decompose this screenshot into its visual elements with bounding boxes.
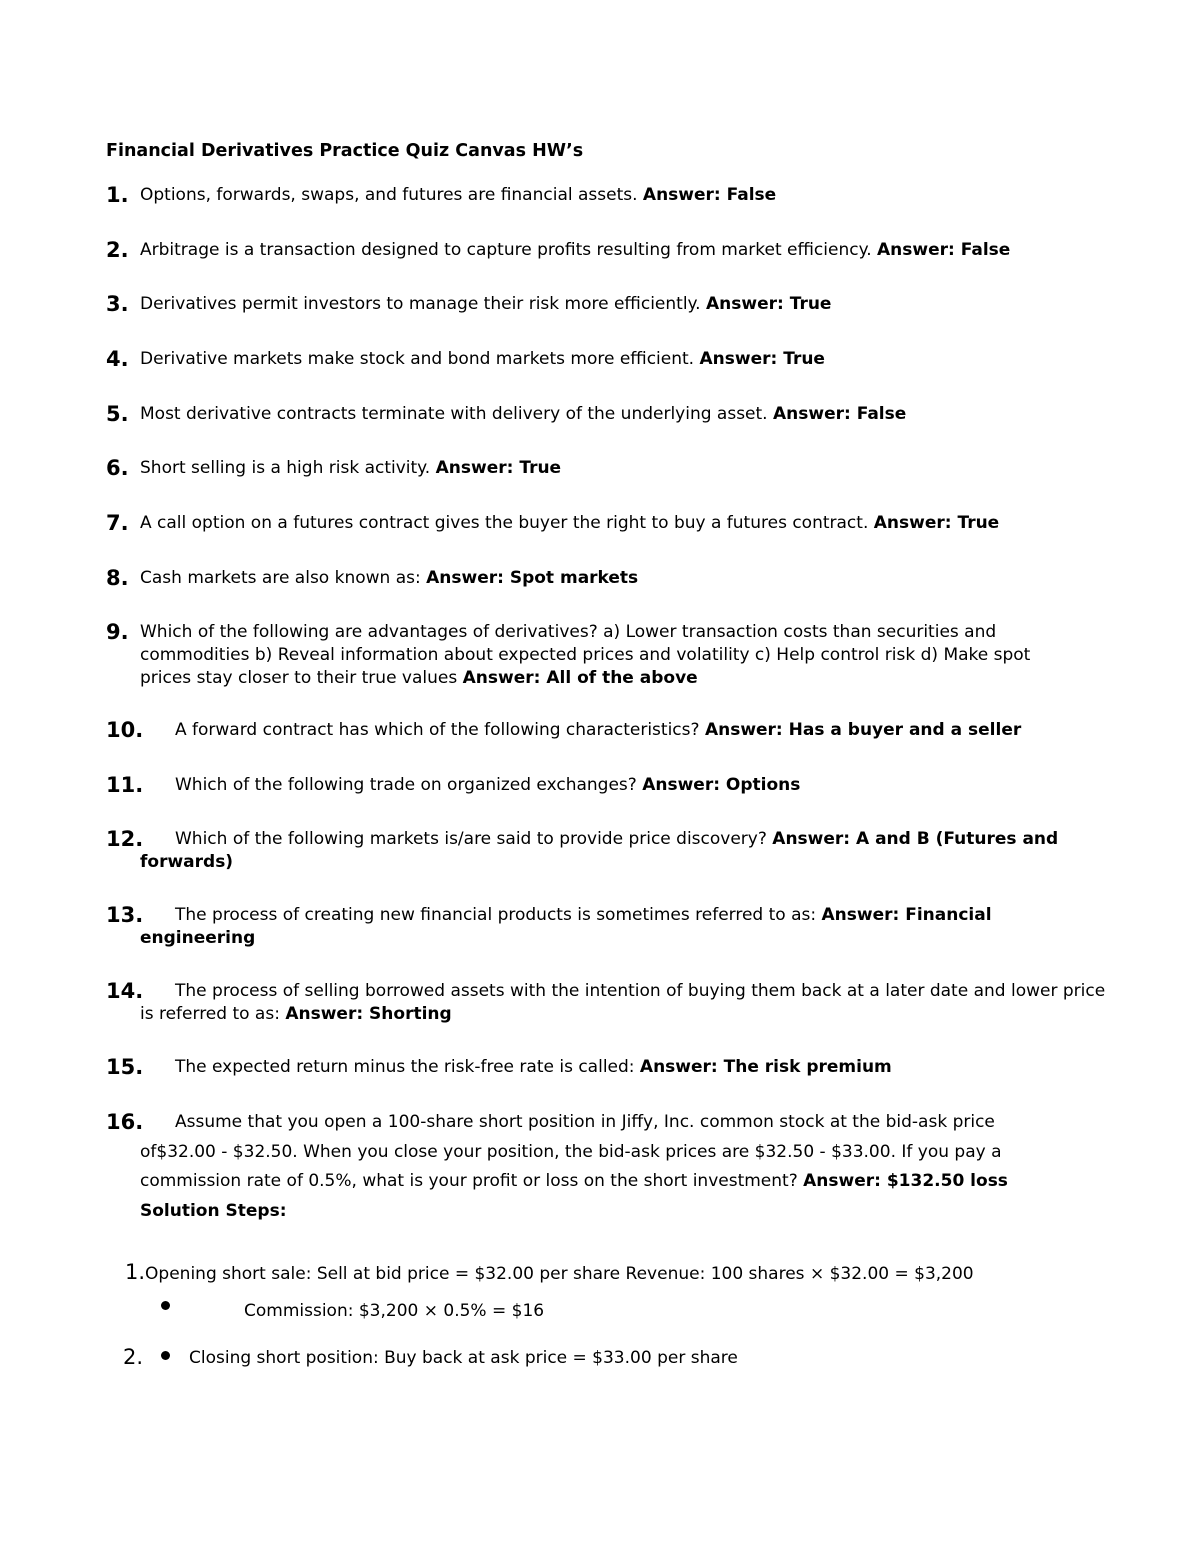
question-5	[106, 403, 1106, 426]
question-text: The process of creating new financial products is sometimes referred to as:	[175, 905, 822, 925]
question-answer: Answer: Shorting	[285, 1004, 452, 1024]
solution-steps-label: Solution Steps:	[140, 1200, 287, 1221]
bullet-icon	[161, 1351, 170, 1360]
question-1	[106, 184, 1106, 207]
question-number: 10.	[106, 718, 144, 742]
question-number: 9.	[106, 620, 129, 644]
question-answer: Answer: All of the above	[462, 668, 698, 688]
question-12	[106, 828, 1106, 874]
question-answer: Answer: Spot markets	[426, 568, 639, 588]
question-7	[106, 512, 1106, 535]
question-text: Derivative markets make stock and bond markets more efficient.	[140, 349, 700, 369]
question-number: 3.	[106, 292, 129, 316]
question-number: 6.	[106, 456, 129, 480]
solution-step-1-bullet: Commission: $3,200 × 0.5% = $16	[244, 1301, 545, 1321]
question-9	[106, 621, 1041, 690]
question-6	[106, 457, 1106, 480]
question-number: 16.	[106, 1110, 144, 1134]
question-answer: Answer: A and B (Futures and forwards)	[140, 829, 1059, 872]
question-text: Arbitrage is a transaction designed to capture profits resulting from market efficiency.	[140, 240, 878, 260]
solution-step-2-text: Closing short position: Buy back at ask price = $33.00 per share	[189, 1348, 738, 1368]
question-answer: Answer: False	[642, 185, 777, 205]
question-text: Short selling is a high risk activity.	[140, 458, 436, 478]
question-number: 7.	[106, 511, 129, 535]
question-number: 4.	[106, 347, 129, 371]
solution-step-2-number: 2.	[123, 1345, 144, 1369]
question-text: Most derivative contracts terminate with delivery of the underlying asset.	[140, 404, 773, 424]
question-number: 8.	[106, 566, 129, 590]
question-answer: Answer: True	[873, 513, 1000, 533]
question-text: The expected return minus the risk-free rate is called:	[175, 1057, 640, 1077]
step-text: Opening short sale: Sell at bid price = $32.00 per share Revenue: 100 shares × $32.00 = $3,200	[145, 1264, 974, 1284]
question-2	[106, 239, 1106, 262]
question-answer: Answer: $132.50 loss	[803, 1171, 1008, 1191]
question-answer: Answer: The risk premium	[639, 1057, 892, 1077]
question-answer: Answer: Has a buyer and a seller	[704, 720, 1022, 740]
step-number: 1.	[125, 1260, 146, 1284]
question-text: Assume that you open a 100-share short position in Jiffy, Inc. common stock at the bid-ask price of$32.00 - $32.50. When you close your position, the bid-ask prices are $32.50 - $33.00. If you pay a commission rate of 0.5%, what is your profit or loss on the short investment?	[140, 1112, 1002, 1191]
question-text: Which of the following are advantages of derivatives? a) Lower transaction costs than securities and commodities b) Reveal information about expected prices and volatility c) Help control risk d) Make spot prices stay closer to their true values	[140, 622, 1031, 688]
question-number: 11.	[106, 773, 144, 797]
question-text: Derivatives permit investors to manage their risk more efficiently.	[140, 294, 706, 314]
question-text: Which of the following markets is/are said to provide price discovery?	[175, 829, 773, 849]
question-text: The process of selling borrowed assets with the intention of buying them back at a later date and lower price is referred to as:	[140, 981, 1106, 1024]
question-answer: Answer: Financial engineering	[140, 905, 992, 948]
question-text: Options, forwards, swaps, and futures are financial assets.	[140, 185, 643, 205]
question-number: 13.	[106, 903, 144, 927]
document-title: Financial Derivatives Practice Quiz Canvas HW’s	[106, 141, 584, 161]
question-answer: Answer: False	[773, 404, 907, 424]
question-answer: Answer: False	[877, 240, 1011, 260]
question-8	[106, 567, 1106, 590]
question-number: 2.	[106, 238, 129, 262]
question-number: 12.	[106, 827, 144, 851]
solution-step-1	[125, 1261, 974, 1286]
question-number: 14.	[106, 979, 144, 1003]
question-text: A forward contract has which of the following characteristics?	[175, 720, 705, 740]
question-3	[106, 293, 1106, 316]
question-text: Cash markets are also known as:	[140, 568, 427, 588]
question-number: 15.	[106, 1055, 144, 1079]
question-13	[106, 904, 1066, 950]
question-answer: Answer: True	[706, 294, 832, 314]
question-11	[106, 774, 1106, 797]
question-answer: Answer: True	[435, 458, 562, 478]
question-text: Which of the following trade on organized exchanges?	[175, 775, 643, 795]
question-answer: Answer: Options	[642, 775, 801, 795]
question-16	[106, 1108, 1046, 1226]
question-15	[106, 1056, 1106, 1079]
question-14	[106, 980, 1106, 1026]
question-10	[106, 719, 1106, 742]
question-text: A call option on a futures contract gives the buyer the right to buy a futures contract.	[140, 513, 874, 533]
bullet-icon	[161, 1301, 170, 1310]
question-number: 5.	[106, 402, 129, 426]
question-4	[106, 348, 1106, 371]
question-answer: Answer: True	[699, 349, 825, 369]
question-number: 1.	[106, 183, 129, 207]
